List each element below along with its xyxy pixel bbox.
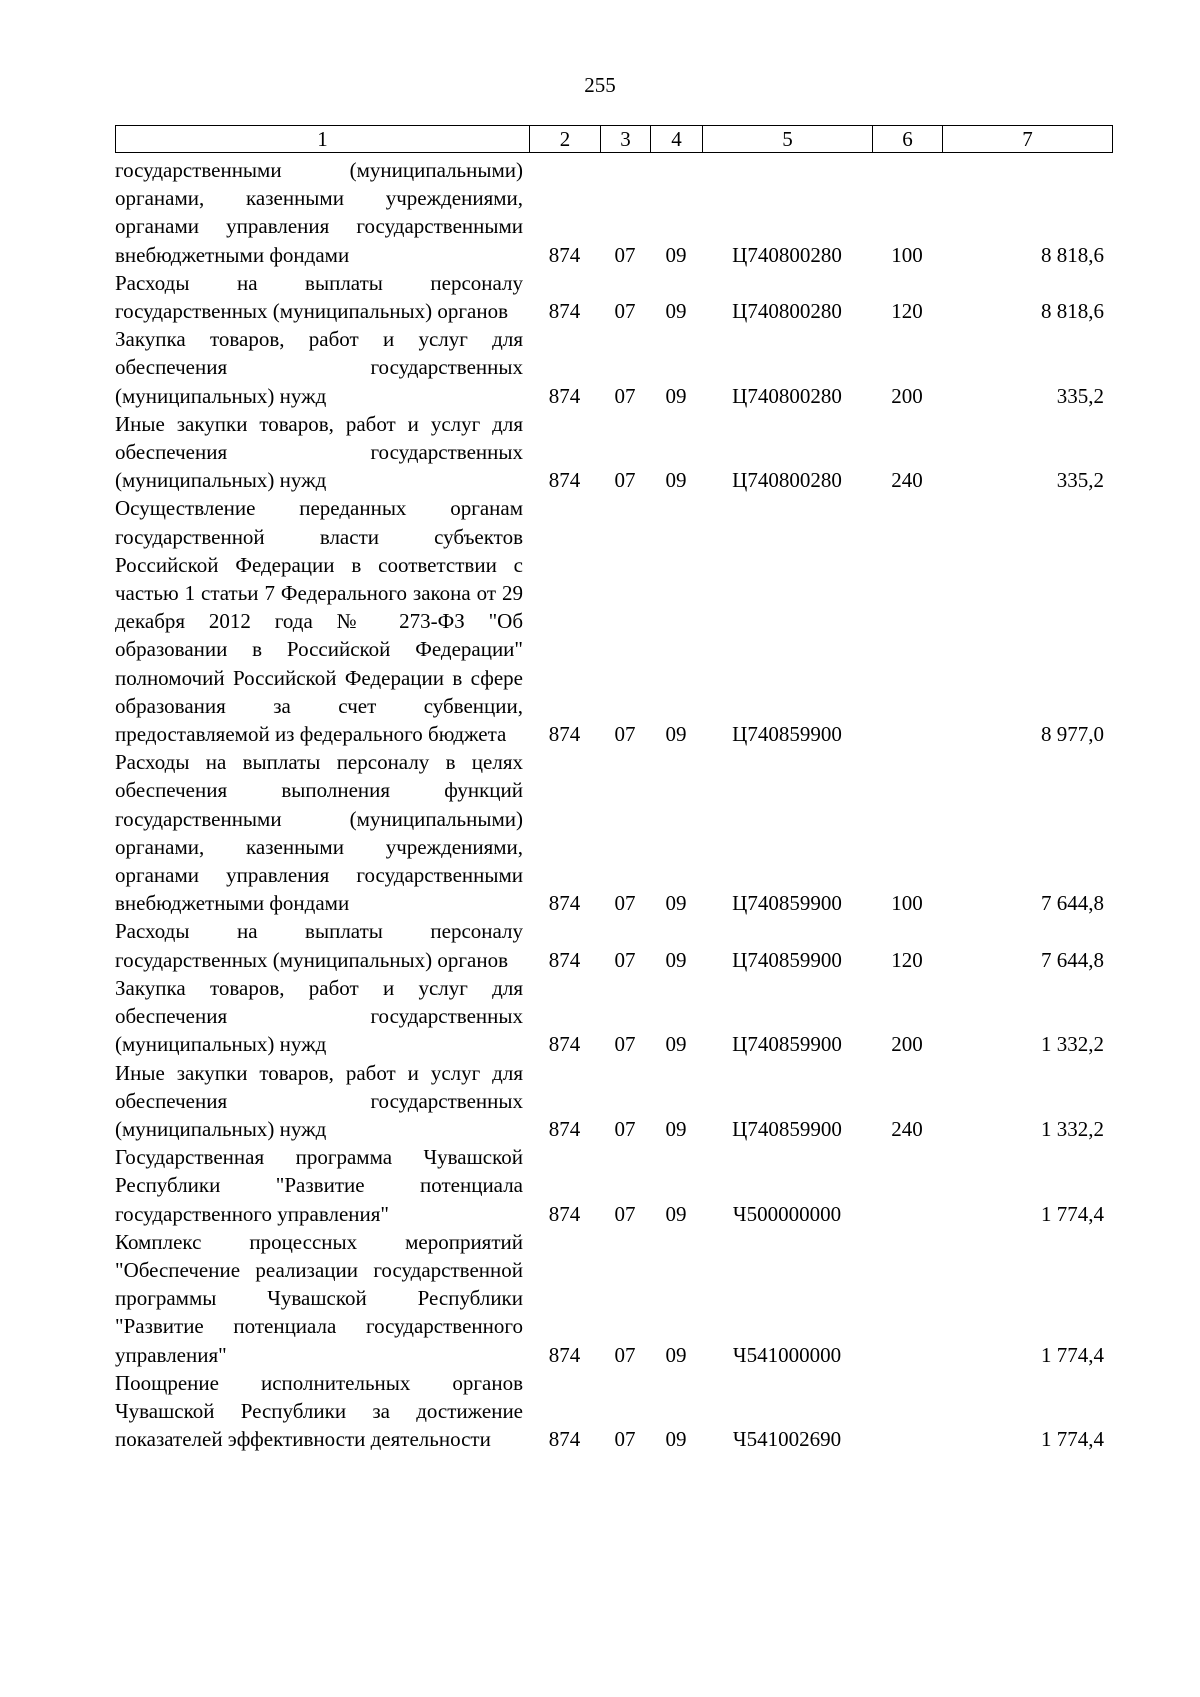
row-section-code: 07 — [614, 1032, 636, 1057]
table-row — [115, 494, 1112, 748]
row-section-code: 07 — [614, 1201, 636, 1226]
row-ministry-code: 874 — [548, 891, 581, 916]
row-subsection-code: 09 — [665, 1116, 687, 1141]
row-amount: 1 332,2 — [1041, 1116, 1104, 1141]
row-section-code: 07 — [614, 242, 636, 267]
row-target-item-code: Ц740859900 — [732, 1032, 842, 1057]
row-amount: 7 644,8 — [1041, 891, 1104, 916]
table-row — [115, 1228, 1112, 1369]
row-amount: 8 818,6 — [1041, 242, 1104, 267]
row-target-item-code: Ц740859900 — [732, 722, 842, 747]
row-section-code: 07 — [614, 383, 636, 408]
row-target-item-code: Ц740800280 — [732, 299, 842, 324]
table-row — [115, 1369, 1112, 1454]
row-description: Поощрение исполнительных органов Чувашской Республики за достижение показателей эффективности деятельности — [115, 1370, 523, 1452]
row-section-code: 07 — [614, 722, 636, 747]
column-header-table — [115, 125, 1113, 153]
table-row — [115, 325, 1112, 410]
row-description: Расходы на выплаты персоналу государственных (муниципальных) органов — [115, 919, 523, 972]
row-subsection-code: 09 — [665, 1032, 687, 1057]
row-ministry-code: 874 — [548, 1342, 581, 1367]
row-target-item-code: Ц740859900 — [732, 1116, 842, 1141]
row-description: Государственная программа Чувашской Республики "Развитие потенциала государственного управления" — [115, 1145, 523, 1226]
row-expense-type-code: 240 — [891, 1116, 923, 1141]
row-section-code: 07 — [614, 891, 636, 916]
column-header-1: 1 — [116, 126, 530, 153]
column-header-4: 4 — [651, 126, 703, 153]
row-target-item-code: Ц740800280 — [732, 468, 842, 493]
row-subsection-code: 09 — [665, 891, 687, 916]
row-subsection-code: 09 — [665, 1201, 687, 1226]
column-header-row — [116, 126, 1113, 153]
row-section-code: 07 — [614, 468, 636, 493]
column-header-7: 7 — [943, 126, 1113, 153]
row-ministry-code: 874 — [548, 1032, 581, 1057]
row-expense-type-code — [872, 1143, 942, 1228]
row-description: Осуществление переданных органам государственной власти субъектов Российской Федерации в соответствии с частью 1 статьи 7 Федерального закона от 29 декабря 2012 года № 273-ФЗ "Об образовании в Российской Федерации" полномочий Российской Федерации в сфере образования за счет субвенции, предоставляемой из федерального бюджета — [115, 496, 523, 747]
row-target-item-code: Ч541000000 — [732, 1342, 842, 1367]
row-target-item-code: Ч541002690 — [732, 1427, 842, 1452]
row-section-code: 07 — [614, 1427, 636, 1452]
row-description: Иные закупки товаров, работ и услуг для обеспечения государственных (муниципальных) нужд — [115, 1060, 523, 1141]
row-description: Иные закупки товаров, работ и услуг для обеспечения государственных (муниципальных) нужд — [115, 411, 523, 493]
table-row — [115, 269, 1112, 325]
row-description: Закупка товаров, работ и услуг для обеспечения государственных (муниципальных) нужд — [115, 327, 523, 408]
row-ministry-code: 874 — [548, 299, 581, 324]
row-subsection-code: 09 — [665, 947, 687, 972]
row-amount: 1 774,4 — [1041, 1427, 1104, 1452]
row-amount: 8 818,6 — [1041, 299, 1104, 324]
table-row — [115, 156, 1112, 269]
table-row — [115, 410, 1112, 495]
row-expense-type-code: 120 — [891, 947, 923, 972]
row-expense-type-code: 240 — [891, 468, 923, 493]
row-expense-type-code: 200 — [891, 383, 923, 408]
row-subsection-code: 09 — [665, 468, 687, 493]
row-ministry-code: 874 — [548, 468, 581, 493]
table-row — [115, 1059, 1112, 1144]
row-section-code: 07 — [614, 1116, 636, 1141]
row-expense-type-code — [872, 494, 942, 748]
budget-table — [115, 156, 1112, 1453]
column-header-6: 6 — [873, 126, 943, 153]
row-subsection-code: 09 — [665, 1342, 687, 1367]
row-target-item-code: Ц740859900 — [732, 891, 842, 916]
row-section-code: 07 — [614, 1342, 636, 1367]
row-ministry-code: 874 — [548, 1116, 581, 1141]
row-description: государственными (муниципальными) органами, казенными учреждениями, органами управления государственными внебюджетными фондами — [115, 158, 523, 267]
row-ministry-code: 874 — [548, 947, 581, 972]
table-row — [115, 917, 1112, 973]
column-header-2: 2 — [530, 126, 601, 153]
row-description: Комплекс процессных мероприятий "Обеспечение реализации государственной программы Чувашской Республики "Развитие потенциала государственного управления" — [115, 1229, 523, 1367]
row-expense-type-code — [872, 1228, 942, 1369]
row-subsection-code: 09 — [665, 1427, 687, 1452]
row-section-code: 07 — [614, 947, 636, 972]
row-amount: 1 332,2 — [1041, 1032, 1104, 1057]
row-subsection-code: 09 — [665, 722, 687, 747]
row-amount: 1 774,4 — [1041, 1201, 1104, 1226]
row-expense-type-code: 120 — [891, 299, 923, 324]
row-amount: 335,2 — [1056, 383, 1104, 408]
column-header-3: 3 — [601, 126, 651, 153]
row-section-code: 07 — [614, 299, 636, 324]
page-number: 255 — [584, 73, 616, 97]
row-amount: 8 977,0 — [1041, 722, 1104, 747]
row-ministry-code: 874 — [548, 722, 581, 747]
row-amount: 1 774,4 — [1041, 1342, 1104, 1367]
row-ministry-code: 874 — [548, 383, 581, 408]
row-target-item-code: Ц740859900 — [732, 947, 842, 972]
row-ministry-code: 874 — [548, 1427, 581, 1452]
row-amount: 7 644,8 — [1041, 947, 1104, 972]
row-description: Закупка товаров, работ и услуг для обеспечения государственных (муниципальных) нужд — [115, 975, 523, 1057]
row-amount: 335,2 — [1056, 468, 1104, 493]
row-expense-type-code: 100 — [891, 242, 923, 267]
table-row — [115, 974, 1112, 1059]
row-description: Расходы на выплаты персоналу в целях обеспечения выполнения функций государственными (муниципальными) органами, казенными учреждениями, органами управления государственными внебюджетными фондами — [115, 750, 523, 916]
row-subsection-code: 09 — [665, 383, 687, 408]
row-subsection-code: 09 — [665, 299, 687, 324]
row-subsection-code: 09 — [665, 242, 687, 267]
row-ministry-code: 874 — [548, 242, 581, 267]
row-description: Расходы на выплаты персоналу государственных (муниципальных) органов — [115, 270, 523, 324]
row-expense-type-code: 200 — [891, 1032, 923, 1057]
row-target-item-code: Ц740800280 — [732, 242, 842, 267]
row-target-item-code: Ц740800280 — [732, 383, 842, 408]
row-expense-type-code: 100 — [891, 891, 923, 916]
row-ministry-code: 874 — [548, 1201, 581, 1226]
column-header-5: 5 — [703, 126, 873, 153]
table-row — [115, 1143, 1112, 1228]
row-expense-type-code — [872, 1369, 942, 1454]
table-row — [115, 748, 1112, 917]
row-target-item-code: Ч500000000 — [732, 1201, 842, 1226]
